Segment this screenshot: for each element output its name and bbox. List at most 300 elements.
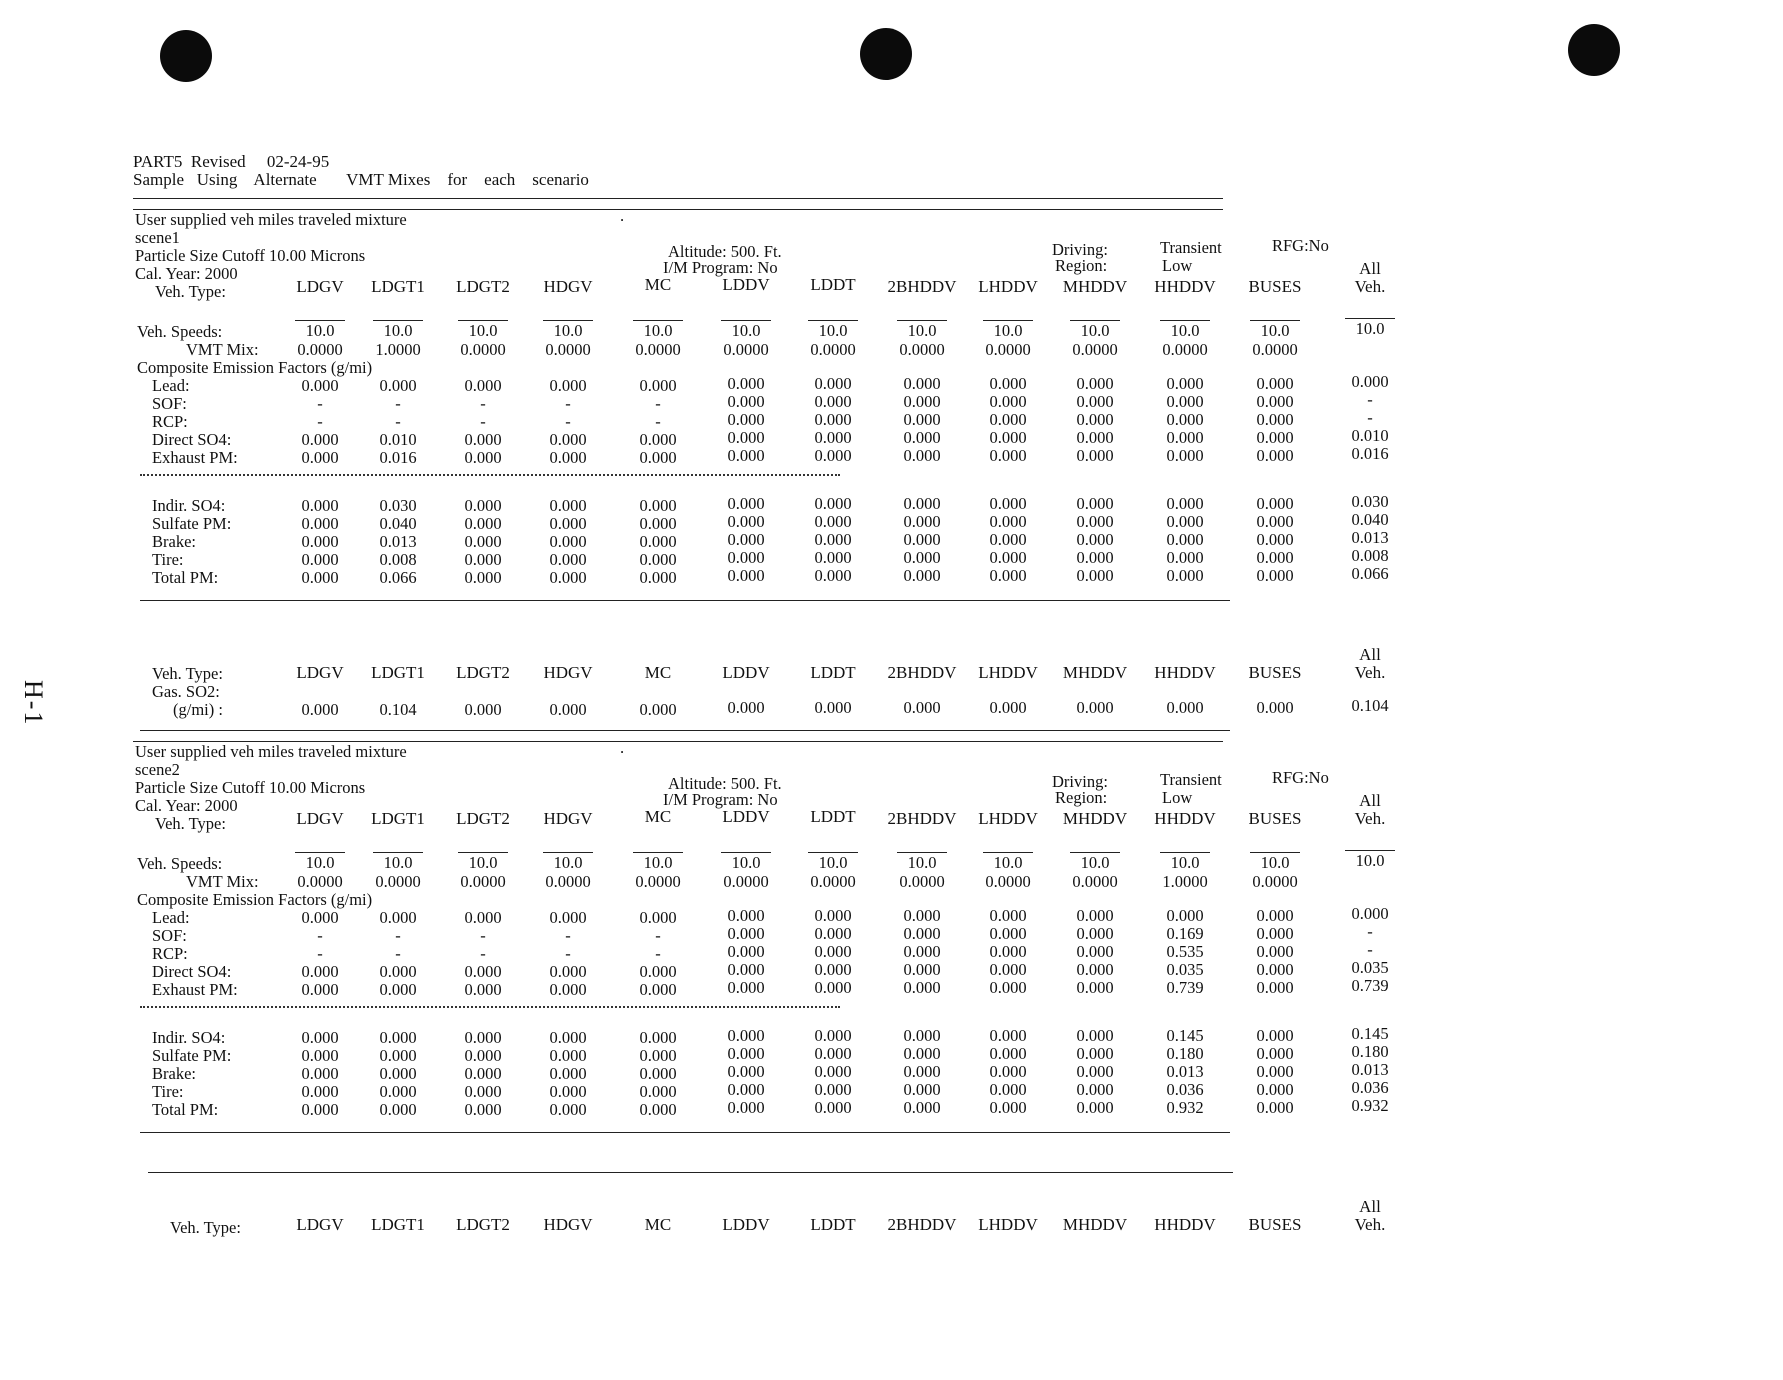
cell: 0.000: [989, 960, 1027, 979]
cell: 0.000: [814, 1098, 852, 1117]
cell: 0.000: [903, 512, 941, 531]
column-header-ldgt1: LDGT1: [371, 809, 425, 828]
veh-speeds-label: Veh. Speeds:: [137, 854, 223, 873]
altitude: Altitude: 500. Ft.: [668, 774, 782, 793]
column-header-mhddv: MHDDV: [1062, 809, 1128, 828]
cell: 0.000: [549, 430, 587, 449]
cell: 0.008: [379, 550, 417, 569]
cell: 0.000: [989, 428, 1027, 447]
cell-all: 0.000: [1351, 904, 1389, 923]
vmt-2bhddv: 0.0000: [899, 340, 945, 359]
column-header-ldgt2: LDGT2: [456, 1215, 510, 1234]
row-label: Total PM:: [152, 1100, 219, 1119]
vmt-ldgv: 0.0000: [297, 872, 343, 891]
row-label: Brake:: [152, 1064, 196, 1083]
cell: 0.000: [1076, 1044, 1114, 1063]
im-program: I/M Program: No: [663, 790, 778, 809]
cell: 0.000: [727, 428, 765, 447]
cell: 0.000: [814, 494, 852, 513]
cell: 0.000: [1166, 494, 1204, 513]
column-header-ldgt1: LDGT1: [371, 663, 425, 682]
cell: 0.000: [1166, 548, 1204, 567]
column-header-lddv: LDDV: [722, 1215, 770, 1234]
vmt-lhddv: 0.0000: [985, 340, 1031, 359]
cell: 0.000: [549, 1064, 587, 1083]
speed-lhddv: 10.0: [983, 852, 1033, 872]
cell: 0.000: [727, 410, 765, 429]
cell-all: 0.035: [1351, 958, 1389, 977]
cell: 0.000: [1256, 374, 1294, 393]
cell: -: [480, 412, 486, 431]
cell: 0.000: [301, 550, 339, 569]
cell-all: 0.932: [1351, 1096, 1389, 1115]
vmt-lhddv: 0.0000: [985, 872, 1031, 891]
speed-mc: 10.0: [633, 320, 683, 340]
vmt-ldgt1: 1.0000: [375, 340, 421, 359]
speed-ldgt2: 10.0: [458, 320, 508, 340]
cell: 0.000: [1256, 548, 1294, 567]
cell: 0.000: [727, 494, 765, 513]
cell: 0.000: [464, 448, 502, 467]
column-header-lddt: LDDT: [810, 1215, 856, 1234]
cell: 0.000: [301, 908, 339, 927]
cell: 0.000: [301, 1082, 339, 1101]
cell: 0.000: [903, 494, 941, 513]
row-label: Sulfate PM:: [152, 1046, 232, 1065]
scenario-name: scene1: [135, 228, 180, 247]
cell-all: 0.739: [1351, 976, 1389, 995]
cell: 0.013: [379, 532, 417, 551]
particle-size: Particle Size Cutoff 10.00 Microns: [135, 246, 366, 265]
cell: 0.000: [549, 962, 587, 981]
cell: 0.000: [1166, 392, 1204, 411]
composite-label: Composite Emission Factors (g/mi): [137, 890, 373, 909]
column-header-all-line2: Veh.: [1354, 663, 1386, 682]
cell: 0.000: [464, 908, 502, 927]
speed-buses: 10.0: [1250, 320, 1300, 340]
cell: 0.010: [379, 430, 417, 449]
cell: 0.932: [1166, 1098, 1204, 1117]
column-header-2bhddv: 2BHDDV: [887, 809, 957, 828]
cell: 0.000: [1256, 446, 1294, 465]
cal-year: Cal. Year: 2000: [135, 264, 238, 283]
cell: 0.000: [727, 512, 765, 531]
column-header-2bhddv: 2BHDDV: [887, 663, 957, 682]
vmt-hdgv: 0.0000: [545, 340, 591, 359]
cell: 0.000: [1256, 1044, 1294, 1063]
dotted-separator: [140, 474, 840, 476]
cell-all: 0.180: [1351, 1042, 1389, 1061]
cell: -: [480, 944, 486, 963]
transient-label: Transient: [1160, 238, 1222, 257]
cell: 0.000: [549, 1028, 587, 1047]
cell: 0.000: [301, 514, 339, 533]
row-label: Direct SO4:: [152, 962, 232, 981]
gas-end-line: [140, 730, 1230, 731]
cell-all: 0.036: [1351, 1078, 1389, 1097]
cell: 0.000: [903, 410, 941, 429]
so2-hhddv: 0.000: [1166, 698, 1204, 717]
cell: 0.000: [464, 514, 502, 533]
cell: 0.000: [1256, 1098, 1294, 1117]
column-header-mhddv: MHDDV: [1062, 277, 1128, 296]
cell: 0.000: [727, 942, 765, 961]
cell: 0.000: [727, 1098, 765, 1117]
cell: 0.000: [727, 1026, 765, 1045]
cell: 0.000: [989, 410, 1027, 429]
cell: 0.000: [1076, 960, 1114, 979]
cell: 0.000: [814, 1026, 852, 1045]
cell: -: [565, 944, 571, 963]
cell: 0.000: [814, 1044, 852, 1063]
row-label: Exhaust PM:: [152, 448, 238, 467]
cell: 0.000: [1076, 1098, 1114, 1117]
cell: 0.000: [903, 1044, 941, 1063]
column-header-ldgt1: LDGT1: [371, 277, 425, 296]
so2-buses: 0.000: [1256, 698, 1294, 717]
cell: 0.000: [549, 448, 587, 467]
cell: 0.000: [639, 908, 677, 927]
cell: 0.000: [727, 1080, 765, 1099]
speed-mc: 10.0: [633, 852, 683, 872]
cell: 0.000: [379, 1046, 417, 1065]
cell: 0.000: [989, 512, 1027, 531]
so2-ldgv: 0.000: [301, 700, 339, 719]
column-header-hdgv: HDGV: [543, 809, 593, 828]
cell: 0.000: [1166, 428, 1204, 447]
cell: 0.000: [464, 376, 502, 395]
cell-all: 0.008: [1351, 546, 1389, 565]
cell: -: [317, 412, 323, 431]
cell: 0.000: [903, 942, 941, 961]
column-header-all-line2: Veh.: [1354, 1215, 1386, 1234]
cell: 0.000: [727, 924, 765, 943]
cell: 0.000: [639, 550, 677, 569]
row-label: Direct SO4:: [152, 430, 232, 449]
veh-speeds-label: Veh. Speeds:: [137, 322, 223, 341]
cell: 0.000: [639, 980, 677, 999]
cell: 0.000: [1076, 374, 1114, 393]
cell: -: [655, 394, 661, 413]
speed-lddt: 10.0: [808, 320, 858, 340]
scenario-intro-dot: .: [620, 206, 625, 225]
cell: 0.739: [1166, 978, 1204, 997]
vmt-mhddv: 0.0000: [1072, 872, 1118, 891]
altitude: Altitude: 500. Ft.: [668, 242, 782, 261]
cell: 0.000: [379, 962, 417, 981]
cell: 0.000: [727, 978, 765, 997]
column-header-2bhddv: 2BHDDV: [887, 277, 957, 296]
so2-lddv: 0.000: [727, 698, 765, 717]
binder-hole-right: [1568, 24, 1620, 76]
cell: 0.000: [989, 566, 1027, 585]
speed-lddt: 10.0: [808, 852, 858, 872]
speed-ldgt1: 10.0: [373, 852, 423, 872]
row-label: SOF:: [152, 926, 187, 945]
cell: 0.000: [549, 568, 587, 587]
cell-all: 0.013: [1351, 528, 1389, 547]
cell-all: -: [1367, 408, 1373, 427]
cell: 0.000: [1076, 410, 1114, 429]
cell: 0.000: [989, 1044, 1027, 1063]
cell: 0.000: [301, 430, 339, 449]
cell-all: 0.000: [1351, 372, 1389, 391]
cell: -: [480, 926, 486, 945]
scenario-intro: User supplied veh miles traveled mixture: [135, 210, 407, 229]
veh-type-label: Veh. Type:: [155, 814, 226, 833]
cell: 0.000: [727, 960, 765, 979]
speed-all: 10.0: [1345, 318, 1395, 338]
cell: 0.000: [639, 568, 677, 587]
speed-2bhddv: 10.0: [897, 320, 947, 340]
cell: 0.169: [1166, 924, 1204, 943]
cell: 0.000: [903, 428, 941, 447]
cell: 0.000: [903, 924, 941, 943]
cell: 0.000: [903, 548, 941, 567]
cell: 0.040: [379, 514, 417, 533]
row-label: Tire:: [152, 550, 184, 569]
cell: 0.000: [1256, 494, 1294, 513]
speed-hhddv: 10.0: [1160, 320, 1210, 340]
speed-hhddv: 10.0: [1160, 852, 1210, 872]
cell: 0.000: [379, 1082, 417, 1101]
cell: 0.000: [1076, 1080, 1114, 1099]
im-program: I/M Program: No: [663, 258, 778, 277]
row-label: Exhaust PM:: [152, 980, 238, 999]
cell: 0.000: [989, 1026, 1027, 1045]
cell: 0.000: [464, 568, 502, 587]
cell: 0.000: [814, 548, 852, 567]
cell: 0.000: [1076, 428, 1114, 447]
speed-mhddv: 10.0: [1070, 852, 1120, 872]
cell: 0.000: [903, 566, 941, 585]
cell-all: 0.040: [1351, 510, 1389, 529]
cell: 0.000: [1256, 1026, 1294, 1045]
cell: 0.000: [379, 980, 417, 999]
cell: 0.000: [727, 1044, 765, 1063]
column-header-hdgv: HDGV: [543, 663, 593, 682]
veh-type-label: Veh. Type:: [155, 282, 226, 301]
cell: 0.000: [727, 1062, 765, 1081]
vmt-hhddv: 1.0000: [1162, 872, 1208, 891]
header-line-1: PART5 Revised 02-24-95: [133, 152, 330, 171]
cell: 0.000: [464, 1064, 502, 1083]
cell: 0.000: [549, 908, 587, 927]
cell: 0.000: [549, 496, 587, 515]
column-header-hhddv: HHDDV: [1154, 663, 1216, 682]
cell: 0.000: [639, 496, 677, 515]
cell: 0.000: [301, 376, 339, 395]
cell: 0.000: [989, 494, 1027, 513]
cell: 0.000: [639, 1046, 677, 1065]
cell: 0.000: [301, 1028, 339, 1047]
cell: 0.000: [989, 906, 1027, 925]
cell: 0.000: [1076, 1026, 1114, 1045]
speed-all: 10.0: [1345, 850, 1395, 870]
low-label: Low: [1162, 256, 1193, 275]
cell: 0.000: [989, 530, 1027, 549]
cell: 0.000: [727, 548, 765, 567]
so2-2bhddv: 0.000: [903, 698, 941, 717]
cell: 0.000: [903, 392, 941, 411]
cell: 0.000: [814, 1062, 852, 1081]
cell: 0.000: [549, 980, 587, 999]
column-header-2bhddv: 2BHDDV: [887, 1215, 957, 1234]
speed-2bhddv: 10.0: [897, 852, 947, 872]
cell: 0.000: [464, 1028, 502, 1047]
so2-mhddv: 0.000: [1076, 698, 1114, 717]
cell: 0.000: [1076, 530, 1114, 549]
cell-all: 0.010: [1351, 426, 1389, 445]
cell: 0.000: [464, 496, 502, 515]
page-number: H-1: [19, 680, 48, 727]
speed-hdgv: 10.0: [543, 320, 593, 340]
column-header-hhddv: HHDDV: [1154, 1215, 1216, 1234]
cell: 0.000: [1076, 392, 1114, 411]
column-header-lhddv: LHDDV: [978, 809, 1038, 828]
cell: 0.000: [814, 512, 852, 531]
row-label: Sulfate PM:: [152, 514, 232, 533]
cell: 0.000: [639, 514, 677, 533]
cell: 0.000: [1256, 1062, 1294, 1081]
cell: 0.000: [814, 392, 852, 411]
cell: -: [480, 394, 486, 413]
cell: 0.000: [814, 906, 852, 925]
cell: 0.000: [814, 566, 852, 585]
cell: 0.000: [1256, 924, 1294, 943]
column-header-mc: MC: [644, 275, 672, 294]
cell: 0.535: [1166, 942, 1204, 961]
cell: 0.000: [464, 550, 502, 569]
cell: 0.000: [903, 960, 941, 979]
vmt-buses: 0.0000: [1252, 340, 1298, 359]
cell: 0.000: [1256, 978, 1294, 997]
so2-ldgt2: 0.000: [464, 700, 502, 719]
cell: 0.000: [639, 1028, 677, 1047]
cell: 0.000: [1256, 960, 1294, 979]
column-header-lddv: LDDV: [722, 807, 770, 826]
speed-ldgt2: 10.0: [458, 852, 508, 872]
row-label: Indir. SO4:: [152, 1028, 226, 1047]
cell: 0.036: [1166, 1080, 1204, 1099]
column-header-lddt: LDDT: [810, 663, 856, 682]
cell: 0.000: [903, 1080, 941, 1099]
scenario-name: scene2: [135, 760, 180, 779]
vmt-buses: 0.0000: [1252, 872, 1298, 891]
gas2-veh-type-label: Veh. Type:: [170, 1218, 241, 1237]
cell: 0.000: [989, 1098, 1027, 1117]
column-header-mhddv: MHDDV: [1062, 1215, 1128, 1234]
cell: 0.000: [1076, 924, 1114, 943]
cell: 0.000: [903, 978, 941, 997]
cell-all: 0.066: [1351, 564, 1389, 583]
cell: 0.000: [903, 906, 941, 925]
column-header-lddt: LDDT: [810, 807, 856, 826]
cell: 0.000: [903, 1026, 941, 1045]
speed-ldgv: 10.0: [295, 320, 345, 340]
cell: 0.000: [379, 1064, 417, 1083]
speed-lddv: 10.0: [721, 320, 771, 340]
scenario-intro: User supplied veh miles traveled mixture: [135, 742, 407, 761]
cell: 0.000: [1076, 446, 1114, 465]
cell: 0.000: [549, 376, 587, 395]
cell: 0.000: [903, 446, 941, 465]
cell: 0.000: [1256, 512, 1294, 531]
cell-all: 0.145: [1351, 1024, 1389, 1043]
cell: -: [655, 412, 661, 431]
cell: -: [317, 394, 323, 413]
column-header-mc: MC: [644, 807, 672, 826]
column-header-all-line1: All: [1359, 791, 1381, 810]
speed-ldgv: 10.0: [295, 852, 345, 872]
row-label: SOF:: [152, 394, 187, 413]
cell-all: 0.016: [1351, 444, 1389, 463]
cell: 0.000: [639, 962, 677, 981]
cell: 0.000: [639, 1082, 677, 1101]
vmt-lddv: 0.0000: [723, 872, 769, 891]
cell: 0.030: [379, 496, 417, 515]
column-header-lddv: LDDV: [722, 663, 770, 682]
region-label: Region:: [1055, 788, 1108, 807]
cell: 0.000: [989, 924, 1027, 943]
cell: 0.000: [814, 1080, 852, 1099]
vmt-hdgv: 0.0000: [545, 872, 591, 891]
cell: 0.000: [1256, 392, 1294, 411]
cell: 0.000: [989, 548, 1027, 567]
cell: 0.000: [727, 392, 765, 411]
speed-ldgt1: 10.0: [373, 320, 423, 340]
final-line: [148, 1172, 1233, 1173]
divider: [133, 198, 1223, 199]
cell: 0.000: [814, 428, 852, 447]
binder-hole-center: [860, 28, 912, 80]
cell: 0.000: [1076, 978, 1114, 997]
rfg-label: RFG:No: [1272, 236, 1329, 255]
vmt-lddt: 0.0000: [810, 872, 856, 891]
cell: -: [395, 944, 401, 963]
cell: 0.000: [549, 550, 587, 569]
header-line-2: Sample Using Alternate VMT Mixes for each scenario: [133, 170, 589, 189]
cell: 0.000: [814, 374, 852, 393]
cell: 0.066: [379, 568, 417, 587]
cell: 0.000: [1076, 548, 1114, 567]
column-header-hdgv: HDGV: [543, 1215, 593, 1234]
column-header-lhddv: LHDDV: [978, 663, 1038, 682]
cell: 0.000: [549, 1100, 587, 1119]
cell: 0.000: [814, 942, 852, 961]
cell: 0.000: [464, 430, 502, 449]
rfg-label: RFG:No: [1272, 768, 1329, 787]
cell: 0.000: [464, 1082, 502, 1101]
cell: 0.000: [727, 530, 765, 549]
cell: 0.000: [301, 962, 339, 981]
cell: 0.000: [301, 1100, 339, 1119]
gas-so2-label: Gas. SO2:: [152, 682, 220, 701]
cell: 0.000: [639, 448, 677, 467]
cell: 0.000: [639, 376, 677, 395]
vmt-mix-label: VMT Mix:: [186, 872, 259, 891]
cell: 0.000: [727, 906, 765, 925]
cell: -: [565, 394, 571, 413]
so2-lhddv: 0.000: [989, 698, 1027, 717]
cell: 0.000: [989, 978, 1027, 997]
cell: 0.000: [301, 1046, 339, 1065]
vmt-ldgt1: 0.0000: [375, 872, 421, 891]
cell: 0.000: [989, 942, 1027, 961]
cell-all: 0.013: [1351, 1060, 1389, 1079]
cell: 0.000: [379, 1028, 417, 1047]
gas-so2-unit: (g/mi) :: [173, 700, 223, 719]
